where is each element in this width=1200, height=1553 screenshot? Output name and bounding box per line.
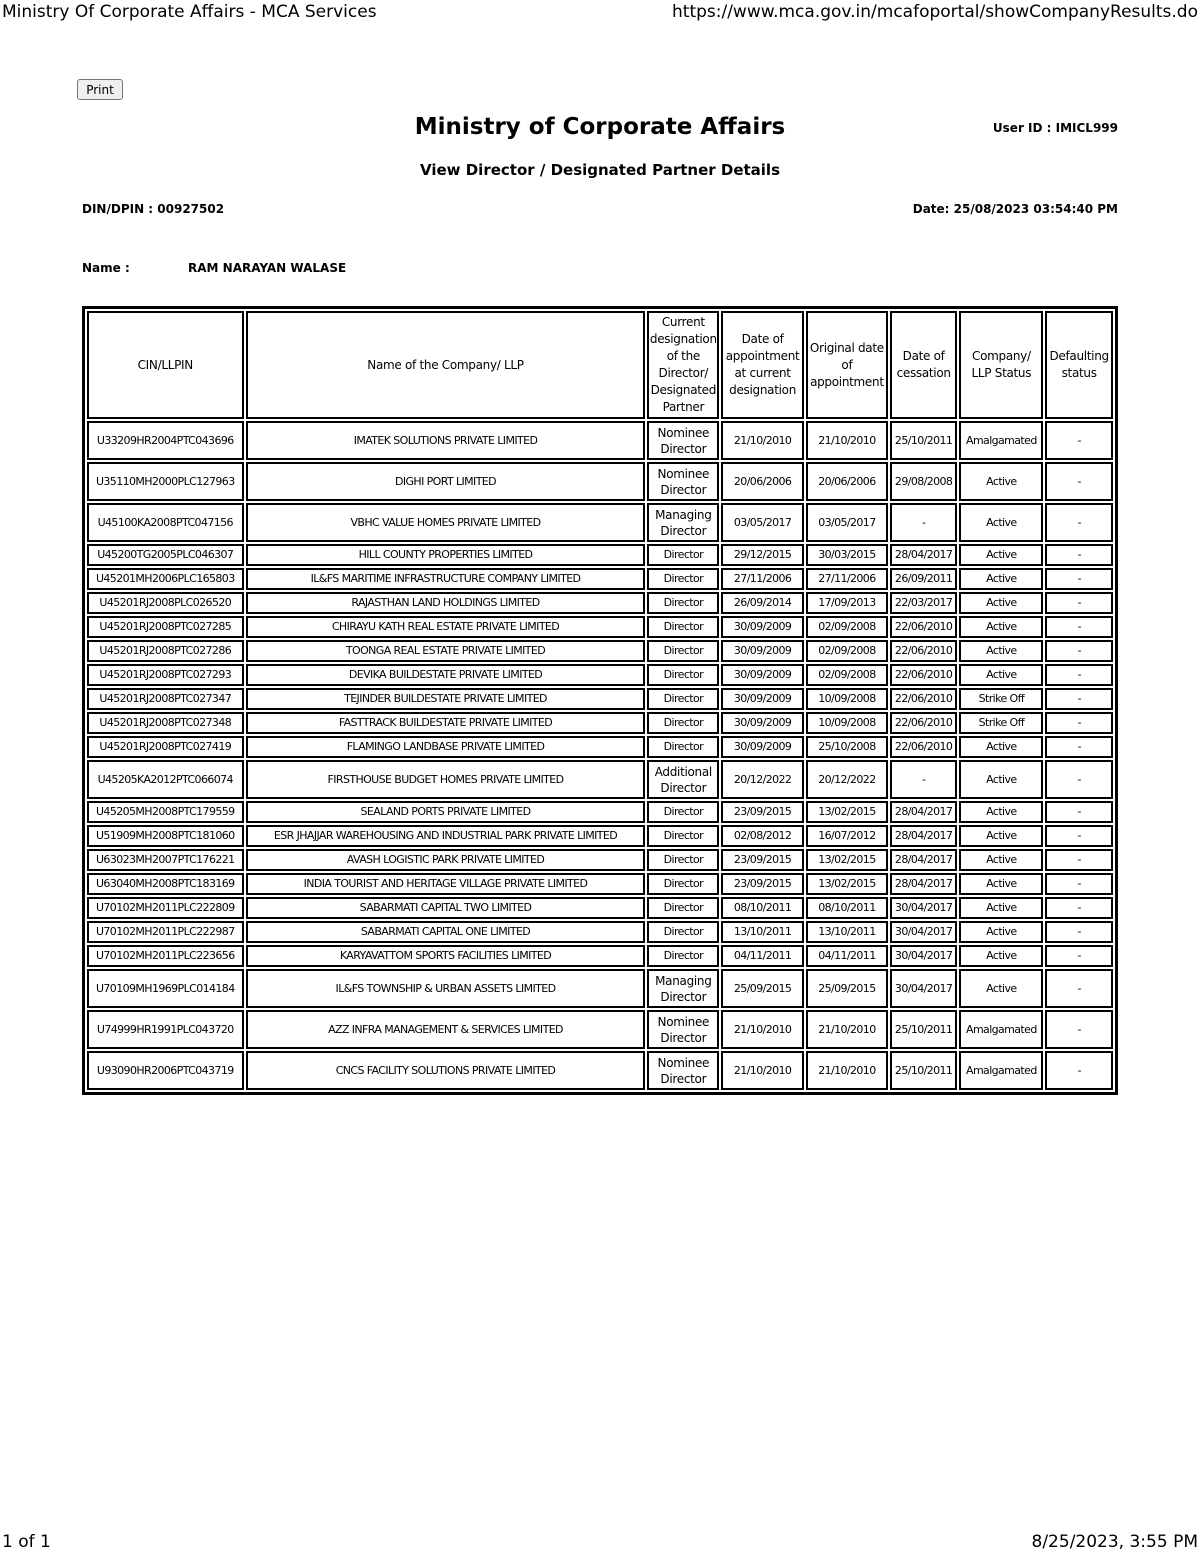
appointment-date-cell: 20/06/2006 [721,462,804,501]
defaulting-cell: - [1045,1010,1113,1049]
cessation-date-cell: 22/06/2010 [890,712,958,734]
designation-cell: Nominee Director [647,1010,719,1049]
company-name-cell: IL&FS TOWNSHIP & URBAN ASSETS LIMITED [246,969,646,1008]
company-name-cell: TOONGA REAL ESTATE PRIVATE LIMITED [246,640,646,662]
cessation-date-cell: 30/04/2017 [890,921,958,943]
cin-cell: U45201RJ2008PTC027293 [87,664,244,686]
status-cell: Active [959,825,1043,847]
table-row [87,969,1113,1008]
original-date-cell: 10/09/2008 [806,712,888,734]
defaulting-cell: - [1045,849,1113,871]
cin-cell: U45205MH2008PTC179559 [87,801,244,823]
cin-cell: U70102MH2011PLC222809 [87,897,244,919]
appointment-date-cell: 29/12/2015 [721,544,804,566]
table-row [87,849,1113,871]
col-header-original-appointment: Original date of appointment [806,311,888,419]
cessation-date-cell: 22/03/2017 [890,592,958,614]
status-cell: Active [959,736,1043,758]
company-name-cell: RAJASTHAN LAND HOLDINGS LIMITED [246,592,646,614]
cin-cell: U33209HR2004PTC043696 [87,421,244,460]
col-header-status: Company/ LLP Status [959,311,1043,419]
designation-cell: Director [647,592,719,614]
defaulting-cell: - [1045,421,1113,460]
cessation-date-cell: 22/06/2010 [890,664,958,686]
status-cell: Active [959,616,1043,638]
original-date-cell: 21/10/2010 [806,421,888,460]
appointment-date-cell: 30/09/2009 [721,736,804,758]
defaulting-cell: - [1045,969,1113,1008]
cessation-date-cell: - [890,760,958,799]
table-row [87,801,1113,823]
table-row [87,421,1113,460]
original-date-cell: 13/10/2011 [806,921,888,943]
cessation-date-cell: - [890,503,958,542]
designation-cell: Director [647,616,719,638]
appointment-date-cell: 30/09/2009 [721,616,804,638]
status-cell: Amalgamated [959,1051,1043,1090]
original-date-cell: 25/10/2008 [806,736,888,758]
table-row [87,760,1113,799]
col-header-appointment-current: Date of appointment at current designation [721,311,804,419]
cessation-date-cell: 22/06/2010 [890,640,958,662]
col-header-cin: CIN/LLPIN [87,311,244,419]
table-row [87,873,1113,895]
designation-cell: Director [647,640,719,662]
designation-cell: Director [647,873,719,895]
designation-cell: Director [647,801,719,823]
defaulting-cell: - [1045,897,1113,919]
designation-cell: Director [647,712,719,734]
cessation-date-cell: 30/04/2017 [890,969,958,1008]
defaulting-cell: - [1045,568,1113,590]
appointment-date-cell: 13/10/2011 [721,921,804,943]
status-cell: Amalgamated [959,1010,1043,1049]
defaulting-cell: - [1045,664,1113,686]
cessation-date-cell: 28/04/2017 [890,849,958,871]
defaulting-cell: - [1045,760,1113,799]
cin-cell: U45200TG2005PLC046307 [87,544,244,566]
original-date-cell: 13/02/2015 [806,873,888,895]
status-cell: Active [959,568,1043,590]
original-date-cell: 03/05/2017 [806,503,888,542]
cessation-date-cell: 22/06/2010 [890,616,958,638]
company-name-cell: ESR JHAJJAR WAREHOUSING AND INDUSTRIAL PARK PRIVATE LIMITED [246,825,646,847]
cessation-date-cell: 28/04/2017 [890,544,958,566]
status-cell: Active [959,664,1043,686]
cin-cell: U45100KA2008PTC047156 [87,503,244,542]
appointment-date-cell: 21/10/2010 [721,421,804,460]
designation-cell: Nominee Director [647,462,719,501]
table-row [87,688,1113,710]
original-date-cell: 30/03/2015 [806,544,888,566]
table-row [87,736,1113,758]
director-name: RAM NARAYAN WALASE [188,261,347,275]
appointment-date-cell: 25/09/2015 [721,969,804,1008]
browser-url: https://www.mca.gov.in/mcafoportal/showCompanyResults.do [672,2,1198,22]
cin-cell: U70102MH2011PLC222987 [87,921,244,943]
original-date-cell: 21/10/2010 [806,1051,888,1090]
appointment-date-cell: 21/10/2010 [721,1010,804,1049]
designation-cell: Director [647,849,719,871]
status-cell: Active [959,462,1043,501]
company-name-cell: DIGHI PORT LIMITED [246,462,646,501]
original-date-cell: 13/02/2015 [806,849,888,871]
original-date-cell: 02/09/2008 [806,664,888,686]
appointment-date-cell: 04/11/2011 [721,945,804,967]
original-date-cell: 21/10/2010 [806,1010,888,1049]
table-row [87,825,1113,847]
cin-cell: U45205KA2012PTC066074 [87,760,244,799]
status-cell: Amalgamated [959,421,1043,460]
report-date: Date: 25/08/2023 03:54:40 PM [912,202,1118,216]
defaulting-cell: - [1045,736,1113,758]
cin-cell: U93090HR2006PTC043719 [87,1051,244,1090]
designation-cell: Director [647,945,719,967]
original-date-cell: 04/11/2011 [806,945,888,967]
cin-cell: U45201RJ2008PTC027285 [87,616,244,638]
cin-cell: U45201RJ2008PTC027347 [87,688,244,710]
cessation-date-cell: 30/04/2017 [890,897,958,919]
table-row [87,1010,1113,1049]
table-header-row [87,311,1113,419]
designation-cell: Director [647,688,719,710]
designation-cell: Director [647,897,719,919]
defaulting-cell: - [1045,640,1113,662]
appointment-date-cell: 30/09/2009 [721,712,804,734]
company-name-cell: FLAMINGO LANDBASE PRIVATE LIMITED [246,736,646,758]
company-name-cell: SABARMATI CAPITAL TWO LIMITED [246,897,646,919]
designation-cell: Nominee Director [647,421,719,460]
original-date-cell: 27/11/2006 [806,568,888,590]
status-cell: Active [959,640,1043,662]
defaulting-cell: - [1045,592,1113,614]
cin-cell: U70109MH1969PLC014184 [87,969,244,1008]
cin-cell: U35110MH2000PLC127963 [87,462,244,501]
original-date-cell: 02/09/2008 [806,616,888,638]
designation-cell: Director [647,825,719,847]
defaulting-cell: - [1045,544,1113,566]
company-name-cell: SABARMATI CAPITAL ONE LIMITED [246,921,646,943]
company-name-cell: FIRSTHOUSE BUDGET HOMES PRIVATE LIMITED [246,760,646,799]
cessation-date-cell: 25/10/2011 [890,421,958,460]
defaulting-cell: - [1045,801,1113,823]
company-name-cell: INDIA TOURIST AND HERITAGE VILLAGE PRIVATE LIMITED [246,873,646,895]
cin-cell: U63023MH2007PTC176221 [87,849,244,871]
original-date-cell: 25/09/2015 [806,969,888,1008]
company-name-cell: DEVIKA BUILDESTATE PRIVATE LIMITED [246,664,646,686]
designation-cell: Director [647,544,719,566]
cin-cell: U63040MH2008PTC183169 [87,873,244,895]
company-name-cell: VBHC VALUE HOMES PRIVATE LIMITED [246,503,646,542]
original-date-cell: 02/09/2008 [806,640,888,662]
table-row [87,1051,1113,1090]
table-row [87,945,1113,967]
cessation-date-cell: 22/06/2010 [890,736,958,758]
cin-cell: U74999HR1991PLC043720 [87,1010,244,1049]
print-button[interactable]: Print [77,79,123,100]
cessation-date-cell: 29/08/2008 [890,462,958,501]
designation-cell: Director [647,921,719,943]
browser-page-title: Ministry Of Corporate Affairs - MCA Services [2,2,377,22]
user-id: User ID : IMICL999 [992,121,1118,135]
status-cell: Active [959,873,1043,895]
defaulting-cell: - [1045,503,1113,542]
col-header-cessation: Date of cessation [890,311,958,419]
defaulting-cell: - [1045,825,1113,847]
director-companies-table [82,306,1118,1095]
cin-cell: U51909MH2008PTC181060 [87,825,244,847]
table-row [87,921,1113,943]
company-name-cell: AZZ INFRA MANAGEMENT & SERVICES LIMITED [246,1010,646,1049]
col-header-designation: Current designation of the Director/ Designated Partner [647,311,719,419]
cessation-date-cell: 28/04/2017 [890,825,958,847]
status-cell: Active [959,760,1043,799]
appointment-date-cell: 02/08/2012 [721,825,804,847]
cessation-date-cell: 28/04/2017 [890,873,958,895]
appointment-date-cell: 03/05/2017 [721,503,804,542]
appointment-date-cell: 23/09/2015 [721,849,804,871]
table-body [87,421,1113,1090]
defaulting-cell: - [1045,873,1113,895]
table-row [87,664,1113,686]
defaulting-cell: - [1045,1051,1113,1090]
cin-cell: U45201RJ2008PTC027348 [87,712,244,734]
company-name-cell: CNCS FACILITY SOLUTIONS PRIVATE LIMITED [246,1051,646,1090]
company-name-cell: FASTTRACK BUILDESTATE PRIVATE LIMITED [246,712,646,734]
table-row [87,897,1113,919]
table-row [87,616,1113,638]
din-number: DIN/DPIN : 00927502 [82,202,225,216]
cessation-date-cell: 25/10/2011 [890,1010,958,1049]
col-header-company-name: Name of the Company/ LLP [246,311,646,419]
appointment-date-cell: 23/09/2015 [721,801,804,823]
cessation-date-cell: 22/06/2010 [890,688,958,710]
original-date-cell: 08/10/2011 [806,897,888,919]
table-row [87,640,1113,662]
status-cell: Active [959,592,1043,614]
page-subtitle: View Director / Designated Partner Details [419,161,780,179]
company-name-cell: TEJINDER BUILDESTATE PRIVATE LIMITED [246,688,646,710]
status-cell: Active [959,849,1043,871]
cessation-date-cell: 25/10/2011 [890,1051,958,1090]
company-name-cell: AVASH LOGISTIC PARK PRIVATE LIMITED [246,849,646,871]
appointment-date-cell: 27/11/2006 [721,568,804,590]
appointment-date-cell: 21/10/2010 [721,1051,804,1090]
original-date-cell: 16/07/2012 [806,825,888,847]
col-header-defaulting: Defaulting status [1045,311,1113,419]
page-title: Ministry of Corporate Affairs [414,114,786,140]
designation-cell: Director [647,664,719,686]
appointment-date-cell: 08/10/2011 [721,897,804,919]
status-cell: Active [959,801,1043,823]
table-row [87,568,1113,590]
cin-cell: U45201MH2006PLC165803 [87,568,244,590]
company-name-cell: IL&FS MARITIME INFRASTRUCTURE COMPANY LIMITED [246,568,646,590]
designation-cell: Managing Director [647,969,719,1008]
status-cell: Active [959,921,1043,943]
original-date-cell: 20/12/2022 [806,760,888,799]
cessation-date-cell: 28/04/2017 [890,801,958,823]
original-date-cell: 10/09/2008 [806,688,888,710]
defaulting-cell: - [1045,921,1113,943]
cin-cell: U70102MH2011PLC223656 [87,945,244,967]
name-label: Name : [82,261,130,275]
table-row [87,592,1113,614]
company-name-cell: KARYAVATTOM SPORTS FACILITIES LIMITED [246,945,646,967]
company-name-cell: IMATEK SOLUTIONS PRIVATE LIMITED [246,421,646,460]
appointment-date-cell: 30/09/2009 [721,688,804,710]
original-date-cell: 17/09/2013 [806,592,888,614]
cin-cell: U45201RJ2008PTC027419 [87,736,244,758]
company-name-cell: HILL COUNTY PROPERTIES LIMITED [246,544,646,566]
original-date-cell: 20/06/2006 [806,462,888,501]
status-cell: Active [959,969,1043,1008]
status-cell: Active [959,503,1043,542]
designation-cell: Director [647,568,719,590]
designation-cell: Director [647,736,719,758]
print-datetime: 8/25/2023, 3:55 PM [1031,1532,1198,1552]
defaulting-cell: - [1045,945,1113,967]
appointment-date-cell: 30/09/2009 [721,664,804,686]
designation-cell: Additional Director [647,760,719,799]
page-count: 1 of 1 [2,1532,51,1552]
defaulting-cell: - [1045,712,1113,734]
designation-cell: Nominee Director [647,1051,719,1090]
company-name-cell: SEALAND PORTS PRIVATE LIMITED [246,801,646,823]
table-row [87,462,1113,501]
status-cell: Active [959,544,1043,566]
table-row [87,544,1113,566]
original-date-cell: 13/02/2015 [806,801,888,823]
cessation-date-cell: 26/09/2011 [890,568,958,590]
appointment-date-cell: 23/09/2015 [721,873,804,895]
company-name-cell: CHIRAYU KATH REAL ESTATE PRIVATE LIMITED [246,616,646,638]
defaulting-cell: - [1045,616,1113,638]
status-cell: Strike Off [959,688,1043,710]
defaulting-cell: - [1045,688,1113,710]
cessation-date-cell: 30/04/2017 [890,945,958,967]
status-cell: Active [959,897,1043,919]
table-row [87,503,1113,542]
appointment-date-cell: 30/09/2009 [721,640,804,662]
appointment-date-cell: 20/12/2022 [721,760,804,799]
cin-cell: U45201RJ2008PTC027286 [87,640,244,662]
cin-cell: U45201RJ2008PLC026520 [87,592,244,614]
defaulting-cell: - [1045,462,1113,501]
table-row [87,712,1113,734]
designation-cell: Managing Director [647,503,719,542]
appointment-date-cell: 26/09/2014 [721,592,804,614]
status-cell: Strike Off [959,712,1043,734]
status-cell: Active [959,945,1043,967]
